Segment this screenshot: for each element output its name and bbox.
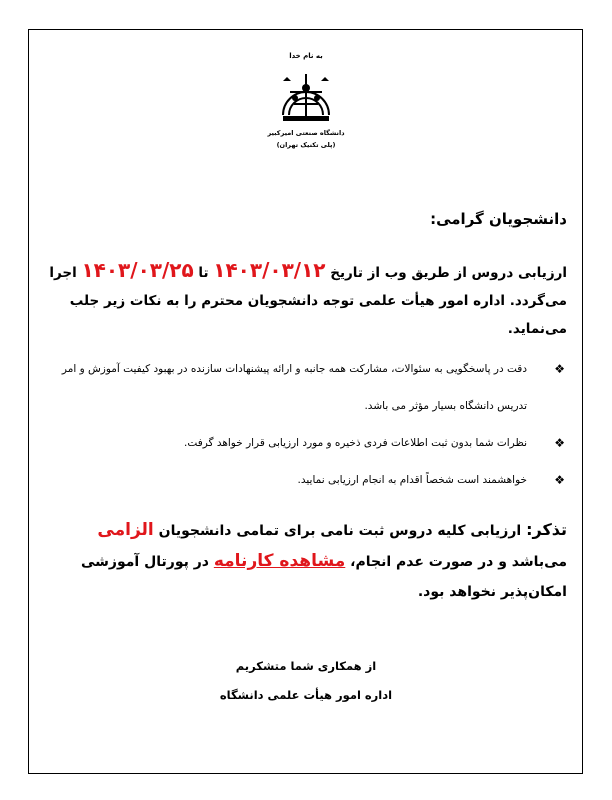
university-name: دانشگاه صنعتی امیرکبیر bbox=[267, 129, 345, 137]
greeting: دانشجویان گرامی: bbox=[430, 210, 567, 228]
list-item bbox=[47, 425, 567, 462]
intro-text-3: اجرا می‌گردد. اداره امور هیأت علمی توجه دانشجویان محترم را به نکات زیر جلب می‌نماید. bbox=[49, 265, 567, 337]
university-subtitle: (پلی تکنیک تهران) bbox=[276, 141, 336, 149]
bullet-text: دقت در پاسخگویی به سئوالات، مشارکت همه جانبه و ارائه پیشنهادات سازنده در بهبود کیفیت آموزش و امر تدریس دانشگاه بسیار مؤثر می باشد. bbox=[61, 363, 527, 412]
signature-line: اداره امور هیأت علمی دانشگاه bbox=[219, 688, 393, 702]
end-date: ۱۴۰۳/۰۳/۲۵ bbox=[81, 258, 194, 282]
intro-paragraph bbox=[47, 256, 567, 343]
note-text-1: ارزیابی کلیه دروس ثبت نامی برای تمامی دانشجویان bbox=[153, 523, 527, 539]
university-logo-icon bbox=[275, 70, 337, 128]
diamond-bullet-icon: ❖ bbox=[554, 436, 565, 450]
transcript-view: مشاهده کارنامه bbox=[213, 551, 346, 571]
note-label: تذکر: bbox=[526, 520, 567, 539]
bullet-text: نظرات شما بدون ثبت اطلاعات فردی ذخیره و مورد ارزیابی قرار خواهد گرفت. bbox=[184, 437, 527, 449]
bismillah-heading: به نام خدا bbox=[289, 52, 323, 60]
bullet-text: خواهشمند است شخصاً اقدام به انجام ارزیابی نمایید. bbox=[297, 474, 527, 486]
required-word: الزامی bbox=[97, 520, 154, 540]
closing bbox=[0, 652, 612, 710]
list-item bbox=[47, 462, 567, 499]
diamond-bullet-icon: ❖ bbox=[554, 473, 565, 487]
intro-text-1: ارزیابی دروس از طریق وب از تاریخ bbox=[325, 265, 567, 281]
list-item bbox=[47, 351, 567, 425]
university-title bbox=[0, 127, 612, 151]
diamond-bullet-icon: ❖ bbox=[554, 362, 565, 376]
note-paragraph bbox=[47, 515, 567, 607]
start-date: ۱۴۰۳/۰۳/۱۲ bbox=[213, 258, 326, 282]
note-text-3: در پورتال آموزشی امکان‌پذیر نخواهد بود. bbox=[80, 554, 567, 600]
intro-text-2: تا bbox=[193, 265, 214, 281]
thanks-line: از همکاری شما متشکریم bbox=[235, 659, 377, 673]
bullet-list bbox=[47, 351, 567, 499]
note-text-2: می‌باشد و در صورت عدم انجام، bbox=[345, 554, 567, 570]
